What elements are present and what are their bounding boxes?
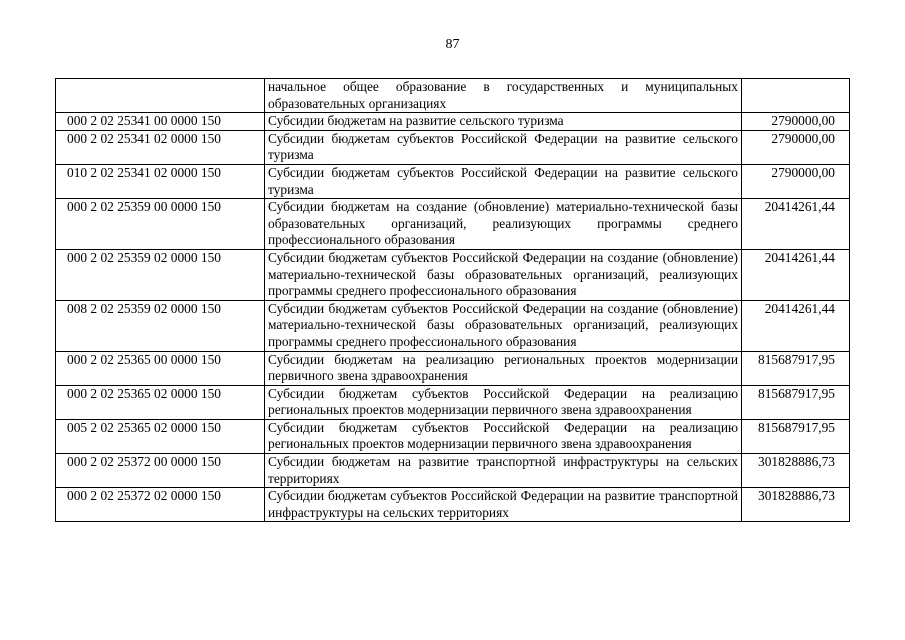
code-cell: 008 2 02 25359 02 0000 150: [56, 300, 265, 351]
description-cell: начальное общее образование в государственных и муниципальных образовательных организациях: [265, 79, 742, 113]
table-row: [56, 164, 850, 198]
description-cell: Субсидии бюджетам на создание (обновление) материально-технической базы образовательных организаций, реализующих программы среднего профессионального образования: [265, 199, 742, 250]
amount-cell: 2790000,00: [742, 113, 850, 131]
budget-table-body: [56, 79, 850, 522]
table-row: [56, 300, 850, 351]
table-row: [56, 199, 850, 250]
description-cell: Субсидии бюджетам на развитие сельского туризма: [265, 113, 742, 131]
code-cell: 000 2 02 25341 00 0000 150: [56, 113, 265, 131]
description-cell: Субсидии бюджетам субъектов Российской Федерации на развитие сельского туризма: [265, 164, 742, 198]
description-cell: Субсидии бюджетам субъектов Российской Федерации на создание (обновление) материально-технической базы образовательных организаций, реализующих программы среднего профессионального образования: [265, 249, 742, 300]
table-row: [56, 249, 850, 300]
budget-table: [55, 78, 850, 522]
code-cell: 000 2 02 25341 02 0000 150: [56, 130, 265, 164]
description-cell: Субсидии бюджетам субъектов Российской Федерации на реализацию региональных проектов модернизации первичного звена здравоохранения: [265, 419, 742, 453]
amount-cell: 815687917,95: [742, 351, 850, 385]
code-cell: 005 2 02 25365 02 0000 150: [56, 419, 265, 453]
code-cell: 000 2 02 25359 02 0000 150: [56, 249, 265, 300]
table-row: [56, 79, 850, 113]
amount-cell: 20414261,44: [742, 249, 850, 300]
code-cell: 010 2 02 25341 02 0000 150: [56, 164, 265, 198]
amount-cell: 2790000,00: [742, 130, 850, 164]
table-row: [56, 130, 850, 164]
table-row: [56, 385, 850, 419]
description-cell: Субсидии бюджетам на развитие транспортной инфраструктуры на сельских территориях: [265, 454, 742, 488]
description-cell: Субсидии бюджетам субъектов Российской Федерации на создание (обновление) материально-технической базы образовательных организаций, реализующих программы среднего профессионального образования: [265, 300, 742, 351]
table-row: [56, 488, 850, 522]
amount-cell: 20414261,44: [742, 199, 850, 250]
description-cell: Субсидии бюджетам субъектов Российской Федерации на реализацию региональных проектов модернизации первичного звена здравоохранения: [265, 385, 742, 419]
page-number: 87: [445, 37, 460, 52]
description-cell: Субсидии бюджетам субъектов Российской Федерации на развитие сельского туризма: [265, 130, 742, 164]
amount-cell: 20414261,44: [742, 300, 850, 351]
amount-cell: 815687917,95: [742, 419, 850, 453]
table-row: [56, 419, 850, 453]
table-row: [56, 454, 850, 488]
code-cell: 000 2 02 25365 02 0000 150: [56, 385, 265, 419]
table-row: [56, 113, 850, 131]
table-row: [56, 351, 850, 385]
description-cell: Субсидии бюджетам на реализацию региональных проектов модернизации первичного звена здравоохранения: [265, 351, 742, 385]
code-cell: [56, 79, 265, 113]
code-cell: 000 2 02 25372 02 0000 150: [56, 488, 265, 522]
amount-cell: 815687917,95: [742, 385, 850, 419]
code-cell: 000 2 02 25359 00 0000 150: [56, 199, 265, 250]
amount-cell: [742, 79, 850, 113]
amount-cell: 2790000,00: [742, 164, 850, 198]
code-cell: 000 2 02 25372 00 0000 150: [56, 454, 265, 488]
amount-cell: 301828886,73: [742, 488, 850, 522]
code-cell: 000 2 02 25365 00 0000 150: [56, 351, 265, 385]
amount-cell: 301828886,73: [742, 454, 850, 488]
description-cell: Субсидии бюджетам субъектов Российской Федерации на развитие транспортной инфраструктуры на сельских территориях: [265, 488, 742, 522]
